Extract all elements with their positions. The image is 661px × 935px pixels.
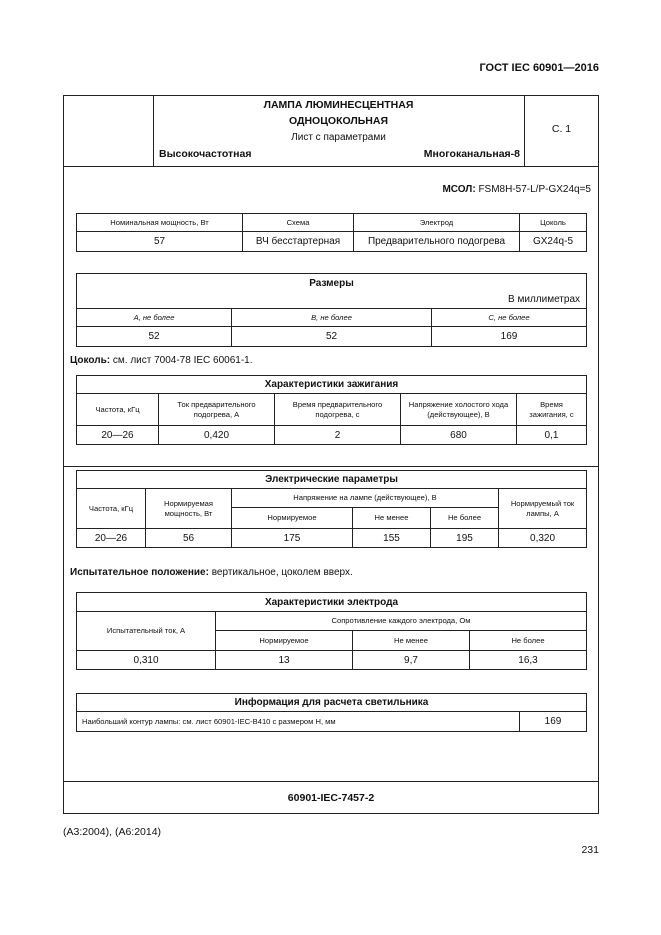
page-number: 231 [581, 844, 599, 856]
dimensions-table [76, 273, 587, 347]
cap-note-text: см. лист 7004-78 IEC 60061-1. [110, 355, 253, 366]
electrode-value-min: 9,7 [353, 651, 470, 670]
mcol-value: FSM8H-57-L/P-GX24q=5 [478, 184, 591, 195]
electrical-value-v-max: 195 [431, 529, 499, 548]
test-position-label: Испытательное положение: [70, 567, 209, 578]
ignition-header-frequency: Частота, кГц [77, 394, 159, 426]
sheet-footer-code: 60901-IEC-7457-2 [287, 792, 375, 804]
general-value-electrode: Предварительного подогрева [354, 232, 520, 252]
electrical-value-v-min: 155 [353, 529, 431, 548]
dimensions-value-a: 52 [77, 327, 232, 347]
luminaire-row-label: Наибольший контур лампы: см. лист 60901-IEC-B410 с размером H, мм [77, 712, 520, 732]
electrical-header-power: Нормируемая мощность, Вт [146, 489, 232, 529]
dimensions-header-b: B, не более [232, 309, 432, 327]
page-ref: С. 1 [551, 123, 572, 135]
general-value-scheme: ВЧ бесстартерная [243, 232, 354, 252]
electrical-title: Электрические параметры [77, 471, 587, 489]
general-table [76, 213, 587, 252]
electrode-header-max: Не более [470, 631, 587, 651]
luminaire-title: Информация для расчета светильника [77, 694, 587, 712]
general-value-power: 57 [77, 232, 243, 252]
amendments-note: (A3:2004), (A6:2014) [63, 826, 162, 838]
test-position-note [70, 567, 353, 578]
electrode-header-resistance-group: Сопротивление каждого электрода, Ом [216, 612, 587, 631]
test-position-text: вертикальное, цоколем вверх. [208, 567, 353, 578]
electrical-header-v-rated: Нормируемое [232, 508, 353, 529]
electrical-value-v-rated: 175 [232, 529, 353, 548]
cap-note-label: Цоколь: [70, 355, 111, 366]
electrical-value-frequency: 20—26 [77, 529, 146, 548]
general-header-power: Номинальная мощность, Вт [77, 214, 243, 232]
channel-type: Многоканальная-8 [423, 148, 520, 160]
luminaire-row-value: 169 [520, 712, 587, 732]
electrode-value-test-current: 0,310 [77, 651, 216, 670]
electrical-value-current: 0,320 [499, 529, 587, 548]
electrical-header-current: Нормируемый ток лампы, А [499, 489, 587, 529]
document-code: ГОСТ IEC 60901—2016 [479, 62, 599, 74]
electrical-table [76, 470, 587, 548]
electrode-header-rated: Нормируемое [216, 631, 353, 651]
ignition-table [76, 375, 587, 445]
dimensions-header-a: A, не более [77, 309, 232, 327]
ignition-value-preheat-current: 0,420 [159, 426, 275, 445]
dimensions-title: Размеры [309, 278, 354, 289]
ignition-header-preheat-time: Время предварительного подогрева, с [275, 394, 401, 426]
electrical-header-v-min: Не менее [353, 508, 431, 529]
ignition-value-open-circuit-voltage: 680 [401, 426, 517, 445]
general-header-electrode: Электрод [354, 214, 520, 232]
luminaire-table [76, 693, 587, 732]
ignition-value-ignition-time: 0,1 [517, 426, 587, 445]
electrical-header-voltage-group: Напряжение на лампе (действующее), В [232, 489, 499, 508]
dimensions-title-cell [77, 274, 587, 309]
electrode-value-max: 16,3 [470, 651, 587, 670]
electrode-header-min: Не менее [353, 631, 470, 651]
dimensions-value-c: 169 [432, 327, 587, 347]
lamp-title-line-1: ЛАМПА ЛЮМИНЕСЦЕНТНАЯ [263, 99, 414, 111]
dimensions-value-b: 52 [232, 327, 432, 347]
sheet-type: Лист с параметрами [291, 132, 386, 143]
dimensions-header-c: C, не более [432, 309, 587, 327]
mcol-label: МСОЛ: [442, 184, 476, 195]
ignition-header-ignition-time: Время зажигания, с [517, 394, 587, 426]
electrode-table [76, 592, 587, 670]
electrical-value-power: 56 [146, 529, 232, 548]
ignition-header-preheat-current: Ток предварительного подогрева, А [159, 394, 275, 426]
electrode-title: Характеристики электрода [77, 593, 587, 612]
ignition-header-open-circuit-voltage: Напряжение холостого хода (действующее), В [401, 394, 517, 426]
general-header-scheme: Схема [243, 214, 354, 232]
ignition-value-preheat-time: 2 [275, 426, 401, 445]
dimensions-unit-note: В миллиметрах [508, 294, 581, 305]
general-header-cap: Цоколь [520, 214, 587, 232]
frequency-type: Высокочастотная [159, 148, 252, 160]
electrical-header-frequency: Частота, кГц [77, 489, 146, 529]
mcol-line [442, 184, 591, 195]
electrode-header-test-current: Испытательный ток, А [77, 612, 216, 651]
ignition-title: Характеристики зажигания [77, 376, 587, 394]
ignition-value-frequency: 20—26 [77, 426, 159, 445]
lamp-title-line-2: ОДНОЦОКОЛЬНАЯ [288, 115, 389, 127]
electrical-header-v-max: Не более [431, 508, 499, 529]
electrode-value-rated: 13 [216, 651, 353, 670]
cap-note [70, 355, 253, 366]
general-value-cap: GX24q-5 [520, 232, 587, 252]
